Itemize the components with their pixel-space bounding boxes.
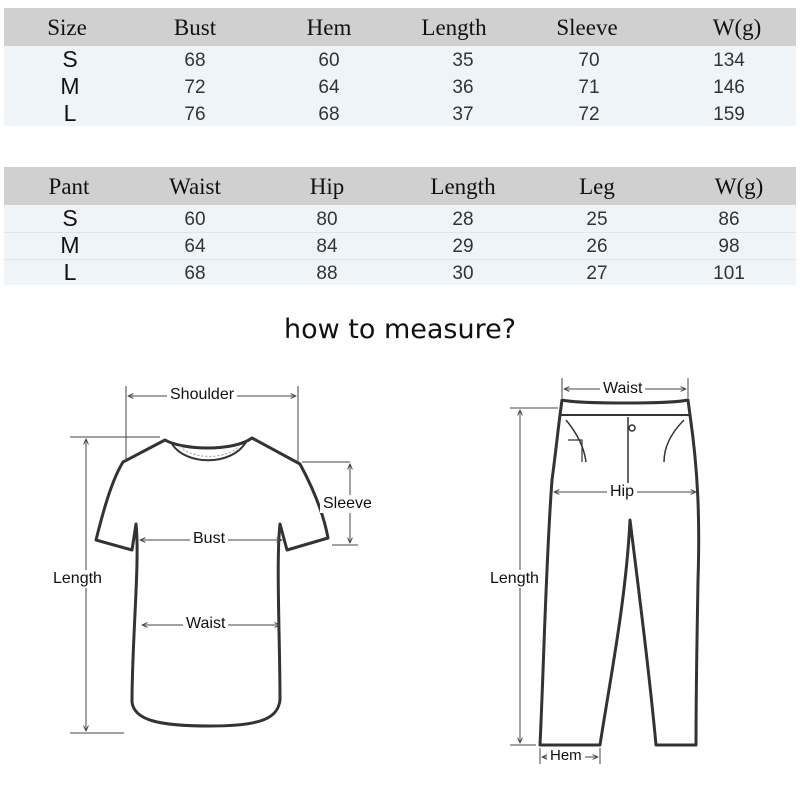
size-cell: L (63, 100, 77, 126)
pants-hem-label: Hem (547, 747, 585, 764)
header-cell: Sleeve (556, 15, 618, 40)
header-cell: W(g) (714, 174, 764, 199)
table-cell: 64 (184, 236, 206, 257)
table-cell: 80 (316, 209, 338, 230)
table-cell: 68 (184, 50, 206, 71)
sleeve-label: Sleeve (320, 495, 375, 513)
table-cell: 60 (184, 209, 206, 230)
table-cell: 35 (452, 50, 474, 71)
table-cell: 88 (316, 263, 338, 284)
table-cell: 68 (184, 263, 206, 284)
table-cell: 70 (578, 50, 600, 71)
header-cell: Leg (579, 174, 615, 199)
table-cell: 146 (713, 77, 745, 98)
table-cell: 26 (586, 236, 608, 257)
size-cell: L (63, 259, 77, 285)
table-cell: 76 (184, 104, 206, 125)
table-cell: 159 (713, 104, 745, 125)
pants-hip-label: Hip (607, 483, 637, 501)
table-cell: 86 (718, 209, 740, 230)
header-cell: Bust (173, 15, 217, 40)
header-cell: Length (421, 15, 487, 40)
pants-length-label: Length (487, 570, 542, 588)
table-cell: 29 (452, 236, 474, 257)
table-cell: 71 (578, 77, 600, 98)
table-cell: 98 (718, 236, 740, 257)
header-cell: W(g) (712, 15, 762, 40)
table-cell: 25 (586, 209, 608, 230)
shoulder-label: Shoulder (167, 386, 237, 404)
pants-icon (540, 400, 699, 745)
table-cell: 84 (316, 236, 338, 257)
size-cell: M (60, 73, 80, 99)
table-cell: 101 (713, 263, 745, 284)
pants-waist-label: Waist (600, 380, 645, 398)
table-cell: 72 (184, 77, 206, 98)
header-cell: Hip (309, 174, 345, 199)
header-cell: Pant (48, 174, 90, 199)
table-cell: 37 (452, 104, 474, 125)
table-cell: 68 (318, 104, 340, 125)
header-cell: Waist (169, 174, 221, 199)
table-cell: 36 (452, 77, 474, 98)
header-cell: Hem (306, 15, 352, 40)
table-cell: 60 (318, 50, 340, 71)
size-cell: S (62, 205, 78, 231)
tshirt-icon (96, 438, 328, 726)
table-cell: 64 (318, 77, 340, 98)
header-cell: Size (47, 15, 87, 40)
table-cell: 134 (713, 50, 745, 71)
length-label: Length (50, 570, 105, 588)
waist-label: Waist (183, 615, 228, 633)
table-cell: 72 (578, 104, 600, 125)
measure-title: how to measure? (283, 314, 517, 345)
table-cell: 30 (452, 263, 474, 284)
size-cell: M (60, 232, 80, 258)
header-cell: Length (430, 174, 496, 199)
size-cell: S (62, 46, 78, 72)
table-cell: 27 (586, 263, 608, 284)
table-cell: 28 (452, 209, 474, 230)
bust-label: Bust (190, 530, 228, 548)
